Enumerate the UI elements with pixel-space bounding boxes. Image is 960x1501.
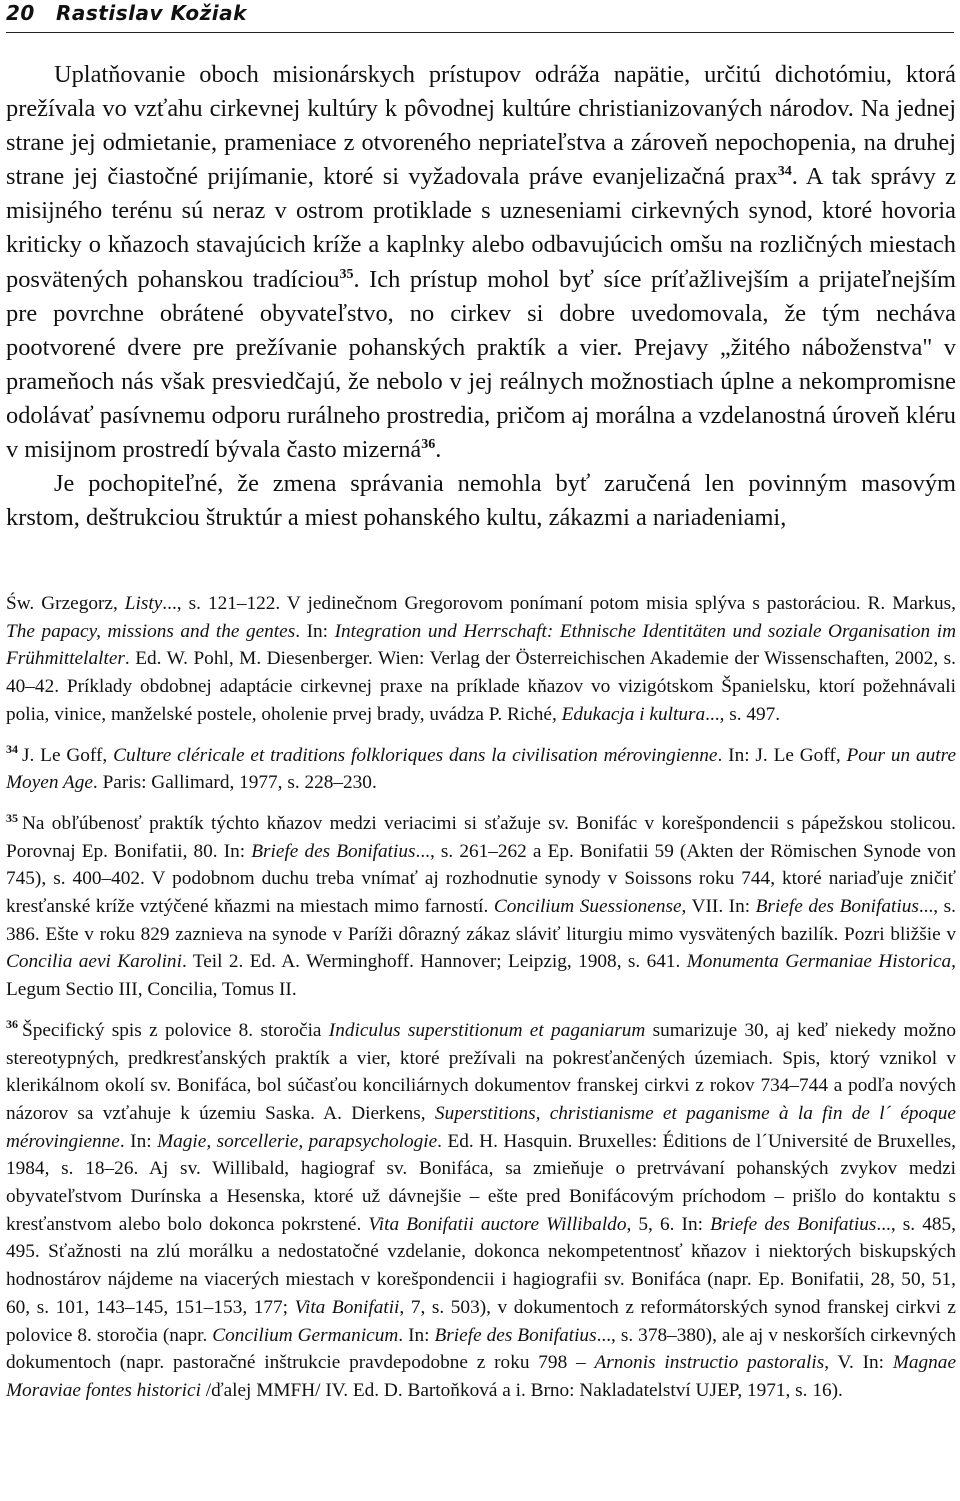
running-head-author: Rastislav Kožiak bbox=[56, 1, 247, 25]
text-run: . Teil 2. Ed. A. Werminghoff. Hannover; Leipzig, 1908, s. 641. bbox=[181, 951, 687, 973]
footnotes bbox=[6, 590, 956, 1405]
text-run: sumarizuje 30, aj keď niekedy možno stereotypných, predkresťanských praktík a vier, ktoré prežívali na pokresťančených územiach. Spis, ktorý vznikol v klerikálnom okolí sv. Bonifáca, bol súčasťou konciliárnych dokumentov franskej cirkvi z rokov 734–744 a podľa nových názorov sa vzťahuje k územiu Saska. A. Dierkens, bbox=[6, 1019, 956, 1124]
text-run: . Paris: Gallimard, 1977, s. 228–230. bbox=[92, 772, 377, 794]
text-run: , V. In: bbox=[824, 1352, 893, 1374]
footnote-ref-34[interactable]: 34 bbox=[777, 164, 792, 180]
text-run: Uplatňovanie oboch misionárskych prístupov odráža napätie, určitú dichotómiu, ktorá prežívala vo vzťahu cirkevnej kultúry k pôvodnej kultúre christianizovaných národov. Na jednej strane jej odmietanie, prameniace z otvoreného nepriateľstva a zároveň nepochopenia, na druhej strane jej čiastočné prijímanie, ktoré si vyžadovala práve evanjelizačná prax bbox=[6, 61, 956, 191]
italic-citation: Magie, sorcellerie, parapsychologie bbox=[157, 1130, 438, 1152]
text-run: , 5, 6. In: bbox=[626, 1213, 711, 1235]
text-run: Na obľúbenosť praktík týchto kňazov medzi veriacimi si sťažuje sv. Bonifác v korešpondencii s pápežskou stolicou. Porovnaj Ep. Bonifatii, 80. In: bbox=[6, 812, 956, 862]
italic-citation: Listy bbox=[124, 593, 163, 614]
text-run: . A tak správy z misijného terénu sú neraz v ostrom protiklade s uzneseniami cirkevných synod, ktoré hovoria kriticky o kňazoch stavajúcich kríže a kaplnky alebo odbavujúcich omšu na rozličných miestach posvätených pohanskou tradíciou bbox=[6, 163, 957, 293]
header-rule bbox=[6, 32, 954, 33]
text-run: Św. Grzegorz, bbox=[6, 593, 125, 614]
text-run: ..., s. 378–380), ale aj v neskorších cirkevných dokumentoch (napr. pastoračné inštrukcie pravdepodobne z roku 798 – bbox=[6, 1324, 956, 1374]
italic-citation: Briefe des Bonifatius bbox=[710, 1213, 877, 1235]
text-run: . Ed. H. Hasquin. Bruxelles: Éditions de l´Université de Bruxelles, 1984, s. 18–26. Aj sv. Willibald, hagiograf sv. Bonifáca, sa zmieňuje o pretrvávaní pohanských zvykov medzi obyvateľstvom Durínska a Hesenska, ktoré už dávnejšie – ešte pred Bonifácovým príchodom – prišlo do kontaktu s kresťanstvom alebo bolo dokonca pokrstené. bbox=[6, 1130, 956, 1235]
italic-citation: Concilium Germanicum bbox=[212, 1324, 399, 1346]
text-run: /ďalej MMFH/ IV. Ed. D. Bartoňková a i. Brno: Nakladatelství UJEP, 1971, s. 16). bbox=[200, 1379, 843, 1401]
text-run: , 7, s. 503), v dokumentoch z reformátorských synod franskej cirkvi z polovice 8. storočia (napr. bbox=[6, 1296, 956, 1346]
text-run: , VII. In: bbox=[681, 896, 756, 918]
italic-citation: Indiculus superstitionum et paganiarum bbox=[328, 1019, 646, 1041]
italic-citation: Concilia aevi Karolini bbox=[6, 951, 182, 973]
text-run: ..., s. 261–262 a Ep. Bonifatii 59 (Akten der Römischen Synode von 745), s. 400–402. V podobnom duchu treba vnímať aj rozhodnutie synody v Soissons roku 744, ktoré nariaďuje zničiť kresťanské kríže vztýčené kňazmi na miestach mimo farností. bbox=[6, 840, 956, 918]
italic-citation: Briefe des Bonifatius bbox=[434, 1324, 597, 1346]
italic-citation: Briefe des Bonifatius bbox=[251, 840, 416, 862]
text-run: ..., s. 485, 495. Sťažnosti na zlú morálku a nedostatočné vzdelanie, dokonca nekompetentnosť kňazov i niektorých biskupských hodnostárov nájdeme na viacerých miestach v korešpondencii i hagiografii sv. Bonifáca (napr. Ep. Bonifatii, 28, 50, 51, 60, s. 101, 143–145, 151–153, 177; bbox=[6, 1213, 956, 1318]
footnote-continued bbox=[6, 590, 956, 729]
italic-citation: Pour un autre Moyen Age bbox=[6, 744, 957, 794]
text-run: J. Le Goff, bbox=[22, 744, 114, 766]
text-run: ..., s. 121–122. V jedinečnom Gregorovom ponímaní potom misia splýva s pastoráciou. R. Markus, bbox=[162, 593, 956, 614]
text-run: . Ed. W. Pohl, M. Diesenberger. Wien: Verlag der Österreichischen Akademie der Wissenschaften, 2002, s. 40–42. Príklady obdobnej adaptácie cirkevnej praxe na príklade kňazov vo vizigótskom Španielsku, ktorí požehnávali polia, vinice, manželské postele, oholenie prvej brady, uvádza P. Riché, bbox=[6, 648, 956, 725]
footnote-ref-36[interactable]: 36 bbox=[421, 436, 436, 452]
paragraph: Je pochopiteľné, že zmena správania nemohla byť zaručená len povinným masovým krstom, deštrukciou štruktúr a miest pohanského kultu, zákazmi a nariadeniami, bbox=[6, 470, 956, 532]
italic-citation: Vita Bonifatii auctore Willibaldo bbox=[368, 1213, 627, 1235]
text-run: ..., s. 386. Ešte v roku 829 zaznieva na synode v Paríži dôrazný zákaz sláviť liturgiu mimo vysvätených bazilík. Pozri bližšie v bbox=[6, 896, 956, 945]
main-text bbox=[6, 58, 956, 535]
italic-citation: Edukacja i kultura bbox=[561, 703, 706, 725]
italic-citation: Superstitions, christianisme et paganisme à la fin de l´ époque mérovingienne bbox=[6, 1102, 956, 1152]
text-run: . In: bbox=[295, 620, 335, 642]
text-run: . Ich prístup mohol byť síce príťažlivejším a prijateľnejším pre povrchne obrátené obyvateľstvo, no cirkev si dobre uvedomovala, že tým necháva pootvorené dvere pre prežívanie pohanských praktík a vier. Prejavy „žitého náboženstva" v prameňoch nás však presviedčajú, že nebolo v jej reálnych možnostiach úplne a nekompromisne odolávať pasívnemu odporu rurálneho prostredia, pričom aj morálna a vzdelanostná úroveň kléru v misijnom prostredí bývala často mizerná bbox=[6, 265, 956, 464]
text-run: . bbox=[435, 436, 442, 464]
italic-citation: Culture cléricale et traditions folkloriques dans la civilisation mérovingienne bbox=[113, 744, 718, 766]
italic-citation: Magnae Moraviae fontes historici bbox=[6, 1352, 957, 1401]
footnote-number: 34 bbox=[6, 742, 18, 757]
text-run: . In: bbox=[119, 1130, 158, 1152]
italic-citation: Vita Bonifatii bbox=[294, 1296, 400, 1318]
footnote-number: 36 bbox=[6, 1017, 18, 1032]
text-run: . In: bbox=[398, 1324, 435, 1346]
italic-citation: Monumenta Germaniae Historica bbox=[686, 951, 952, 973]
italic-citation: Briefe des Bonifatius bbox=[755, 896, 919, 918]
footnote-34 bbox=[6, 742, 956, 797]
text-run: ..., s. 497. bbox=[705, 703, 781, 725]
text-run: Špecifický spis z polovice 8. storočia bbox=[22, 1019, 329, 1041]
footnote-ref-35[interactable]: 35 bbox=[339, 266, 354, 282]
text-run: . In: J. Le Goff, bbox=[717, 744, 847, 766]
paragraph bbox=[6, 58, 956, 467]
italic-citation: Integration und Herrschaft: Ethnische Identitäten und soziale Organisation im Frühmittelalter bbox=[6, 620, 956, 670]
page-number: 20 bbox=[6, 1, 35, 25]
italic-citation: Concilium Suessionense bbox=[493, 896, 682, 918]
italic-citation: The papacy, missions and the gentes bbox=[6, 620, 296, 642]
footnote-36 bbox=[6, 1017, 956, 1405]
italic-citation: Arnonis instructio pastoralis bbox=[594, 1352, 825, 1374]
footnote-35 bbox=[6, 810, 956, 1004]
text-run: , Legum Sectio III, Concilia, Tomus II. bbox=[6, 951, 956, 1001]
footnote-number: 35 bbox=[6, 810, 18, 825]
running-header bbox=[6, 0, 954, 30]
